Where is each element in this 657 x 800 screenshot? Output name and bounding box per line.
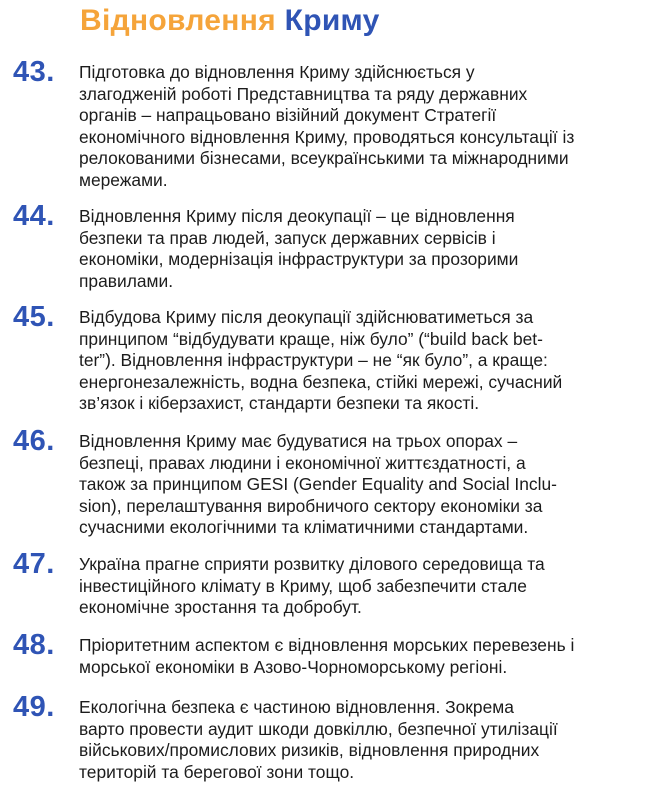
- item-text: Відновлення Криму має будуватися на трьох опорах – безпеці, правах людини і економічної життєздатності, а також за принципом GESI (Gender Equality and Social Inclu- sion), перелаштування виробничого сектору економіки за сучасними екологічними та кліматичними стандартами.: [79, 431, 557, 537]
- item-text: Підготовка до відновлення Криму здійснюється у злагодженій роботі Представництва та ряду державних органів – напрацьовано візійний документ Стратегії економічного відновлення Криму, проводяться консультації із релокованими бізнесами, всеукраїнськими та міжнародними мережами.: [79, 62, 575, 190]
- item-number: 44.: [13, 200, 55, 232]
- item-text: Відновлення Криму після деокупації – це відновлення безпеки та прав людей, запуск державних сервісів і економіки, модернізація інфраструктури за прозорими правилами.: [79, 206, 519, 291]
- page-title-part1: Відновлення: [80, 4, 276, 37]
- item-number: 43.: [13, 56, 55, 88]
- page-title-part2: Криму: [284, 4, 380, 37]
- item-number: 45.: [13, 301, 55, 333]
- item-text: Екологічна безпека є частиною відновлення. Зокрема варто провести аудит шкоди довкіллю, безпечної утилізації військових/промислових ризиків, відновлення природних територій та берегової зони тощо.: [79, 697, 558, 782]
- item-text: Відбудова Криму після деокупації здійснюватиметься за принципом “відбудувати краще, ніж було” (“build back bet- ter”). Відновлення інфраструктури – не “як було”, а краще: енергонезалежність, водна безпека, стійкі мережі, сучасний зв’язок і кіберзахист, стандарти безпеки та якості.: [79, 307, 563, 413]
- item-number: 48.: [13, 629, 55, 661]
- item-text: Україна прагне сприяти розвитку ділового середовища та інвестиційного клімату в Криму, щоб забезпечити сталe економічне зростання та добробут.: [79, 554, 545, 617]
- item-number: 49.: [13, 691, 55, 723]
- item-number: 47.: [13, 548, 55, 580]
- item-number: 46.: [13, 425, 55, 457]
- item-text: Пріоритетним аспектом є відновлення морських перевезень і морської економіки в Азово-Чорноморському регіоні.: [79, 635, 575, 677]
- page-title: [80, 4, 380, 38]
